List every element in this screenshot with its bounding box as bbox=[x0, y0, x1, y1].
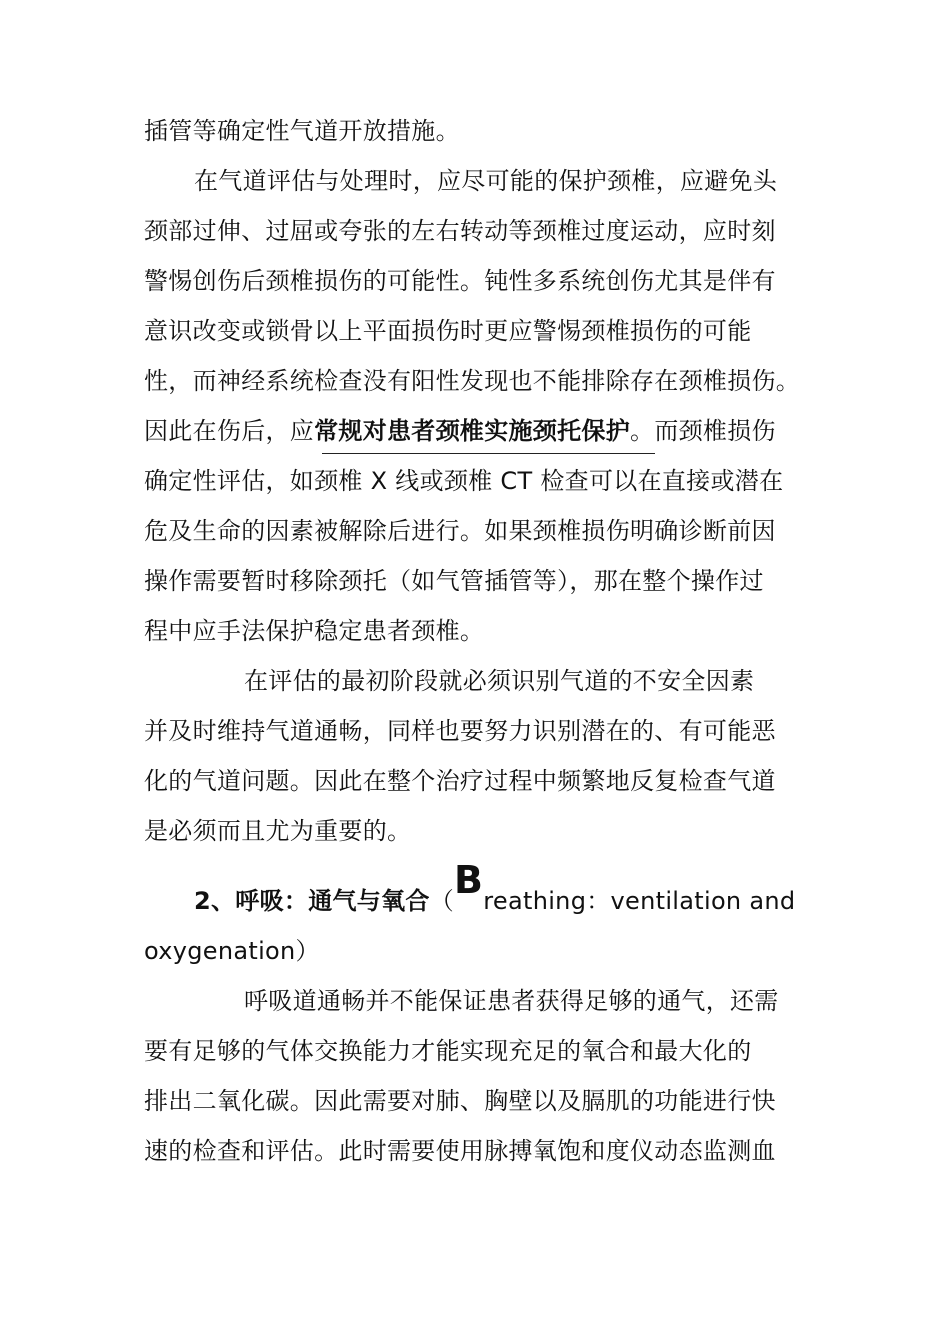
heading-initial-letter: B bbox=[454, 858, 484, 902]
paragraph-start: 在评估的最初阶段就必须识别气道的不安全因素 bbox=[244, 667, 755, 695]
text-line: 化的气道问题。因此在整个治疗过程中频繁地反复检查气道 bbox=[144, 767, 776, 795]
paragraph-start: 在气道评估与处理时，应尽可能的保护颈椎，应避免头 bbox=[194, 167, 778, 195]
text-line: 警惕创伤后颈椎损伤的可能性。钝性多系统创伤尤其是伴有 bbox=[144, 267, 776, 295]
paragraph-start: 呼吸道通畅并不能保证患者获得足够的通气，还需 bbox=[244, 987, 779, 1015]
text-line: 排出二氧化碳。因此需要对肺、胸壁以及膈肌的功能进行快 bbox=[144, 1087, 776, 1115]
text-line: 插管等确定性气道开放措施。 bbox=[144, 117, 460, 145]
text-run: 。而颈椎损伤 bbox=[630, 417, 776, 445]
text-line: 并及时维持气道通畅，同样也要努力识别潜在的、有可能恶 bbox=[144, 717, 776, 745]
text-line: 意识改变或锁骨以上平面损伤时更应警惕颈椎损伤的可能 bbox=[144, 317, 752, 345]
text-line: 要有足够的气体交换能力才能实现充足的氧合和最大化的 bbox=[144, 1037, 752, 1065]
heading-paren: （ bbox=[429, 887, 455, 915]
heading-title: 2、呼吸：通气与氧合 bbox=[194, 887, 430, 915]
heading-english-continued: oxygenation） bbox=[144, 937, 320, 965]
text-line: 操作需要暂时移除颈托（如气管插管等），那在整个操作过 bbox=[144, 567, 764, 595]
emphasis-text: 常规对患者颈椎实施颈托保护 bbox=[314, 417, 631, 445]
emphasis-underline bbox=[322, 453, 655, 454]
heading-english: reathing：ventilation and bbox=[483, 887, 796, 915]
text-line: 确定性评估，如颈椎 X 线或颈椎 CT 检查可以在直接或潜在 bbox=[144, 467, 784, 495]
text-line: 程中应手法保护稳定患者颈椎。 bbox=[144, 617, 485, 645]
text-line: 颈部过伸、过屈或夸张的左右转动等颈椎过度运动，应时刻 bbox=[144, 217, 776, 245]
text-line bbox=[144, 415, 776, 447]
text-run: 因此在伤后，应 bbox=[144, 417, 315, 445]
text-line: 速的检查和评估。此时需要使用脉搏氧饱和度仪动态监测血 bbox=[144, 1137, 776, 1165]
text-line: 危及生命的因素被解除后进行。如果颈椎损伤明确诊断前因 bbox=[144, 517, 776, 545]
section-heading bbox=[194, 858, 796, 917]
text-line: 性，而神经系统检查没有阳性发现也不能排除存在颈椎损伤。 bbox=[144, 367, 801, 395]
text-line: 是必须而且尤为重要的。 bbox=[144, 817, 412, 845]
